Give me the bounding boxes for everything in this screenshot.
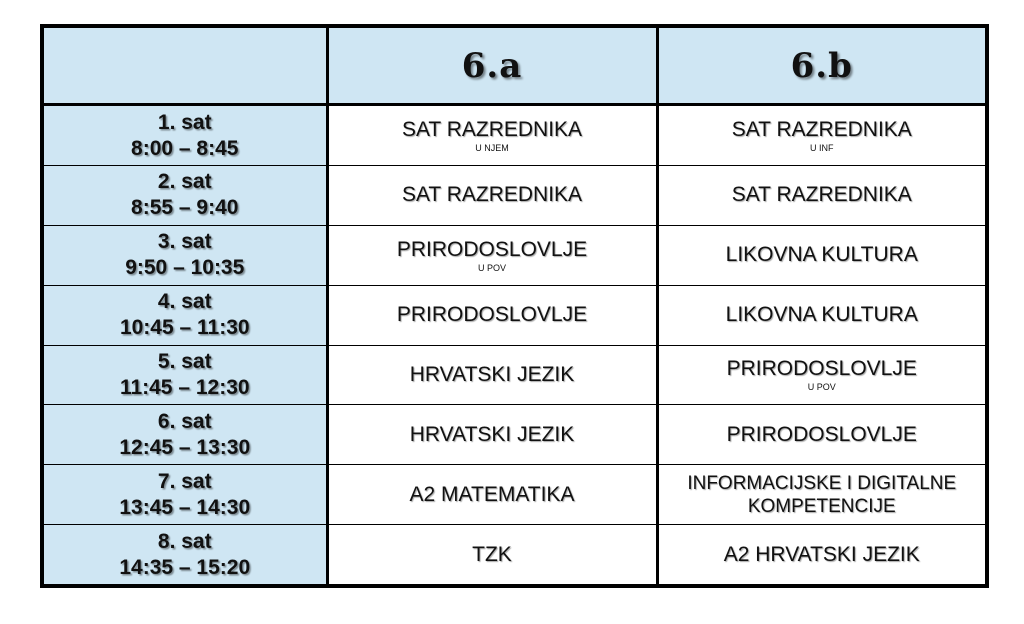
- period-time: 9:50 – 10:35: [125, 256, 245, 280]
- header-row: [42, 26, 987, 105]
- room-note: U NJEM: [475, 143, 509, 154]
- subject-name: A2 HRVATSKI JEZIK: [723, 542, 920, 566]
- period-time: 12:45 – 13:30: [119, 435, 251, 459]
- table-row: [42, 225, 987, 285]
- subject-cell-6b: [657, 405, 987, 465]
- class-header-6a: [327, 26, 657, 105]
- table-row: [42, 405, 987, 465]
- period-time: 10:45 – 11:30: [119, 316, 250, 340]
- subject-cell-6a: [327, 105, 657, 166]
- subject-cell-6a: [327, 345, 657, 405]
- subject-cell-6a: [327, 285, 657, 345]
- table-row: [42, 525, 987, 586]
- subject-cell-6a: [327, 465, 657, 525]
- period-cell: [42, 225, 327, 285]
- subject-name: SAT RAZREDNIKA: [401, 118, 583, 142]
- subject-cell-6a: [327, 165, 657, 225]
- subject-name: A2 MATEMATIKA: [409, 482, 575, 506]
- period-time: 14:35 – 15:20: [119, 555, 251, 579]
- table-row: [42, 105, 987, 166]
- subject-name: PRIRODOSLOVLJE: [396, 303, 588, 327]
- period-cell: [42, 525, 327, 586]
- period-name: 5. sat: [157, 349, 212, 373]
- subject-name: HRVATSKI JEZIK: [409, 422, 575, 446]
- subject-name: SAT RAZREDNIKA: [731, 183, 912, 207]
- period-cell: [42, 165, 327, 225]
- subject-name: PRIRODOSLOVLJE: [396, 237, 588, 261]
- period-name: 3. sat: [157, 230, 212, 254]
- subject-name-line-1: INFORMACIJSKE I DIGITALNE: [687, 472, 957, 494]
- subject-cell-6b: [657, 345, 987, 405]
- subject-cell-6a: [327, 225, 657, 285]
- subject-cell-6b: [657, 225, 987, 285]
- period-time: 8:00 – 8:45: [131, 136, 239, 160]
- subject-cell-6b: [657, 525, 987, 586]
- subject-name: TZK: [472, 542, 512, 566]
- class-label: 6.a: [461, 45, 523, 86]
- subject-cell-6a: [327, 405, 657, 465]
- class-label: 6.b: [790, 45, 853, 86]
- table-row: [42, 285, 987, 345]
- period-time: 13:45 – 14:30: [119, 495, 251, 519]
- subject-name: LIKOVNA KULTURA: [725, 243, 918, 267]
- period-cell: [42, 465, 327, 525]
- table-row: [42, 165, 987, 225]
- period-cell: [42, 285, 327, 345]
- period-name: 1. sat: [157, 110, 212, 134]
- subject-cell-6a: [327, 525, 657, 586]
- period-time: 11:45 – 12:30: [119, 375, 250, 399]
- class-header-6b: [657, 26, 987, 105]
- corner-cell: [42, 26, 327, 105]
- period-cell: [42, 345, 327, 405]
- period-cell: [42, 405, 327, 465]
- subject-name: PRIRODOSLOVLJE: [726, 422, 917, 446]
- period-cell: [42, 105, 327, 166]
- subject-name-line-2: KOMPETENCIJE: [747, 495, 896, 517]
- subject-name: SAT RAZREDNIKA: [401, 183, 583, 207]
- subject-cell-6b: [657, 165, 987, 225]
- period-name: 8. sat: [157, 529, 212, 553]
- table-row: [42, 345, 987, 405]
- period-name: 6. sat: [157, 409, 212, 433]
- subject-name: SAT RAZREDNIKA: [731, 118, 912, 142]
- period-name: 4. sat: [157, 290, 212, 314]
- period-time: 8:55 – 9:40: [131, 196, 239, 220]
- subject-name: LIKOVNA KULTURA: [725, 303, 918, 327]
- subject-cell-6b: [657, 105, 987, 166]
- subject-cell-6b: [657, 465, 987, 525]
- subject-name: HRVATSKI JEZIK: [409, 362, 575, 386]
- room-note: U POV: [807, 382, 836, 393]
- room-note: U POV: [477, 262, 506, 273]
- timetable: [40, 24, 989, 588]
- subject-name: PRIRODOSLOVLJE: [726, 357, 917, 381]
- subject-cell-6b: [657, 285, 987, 345]
- period-name: 2. sat: [157, 170, 212, 194]
- room-note: U INF: [810, 143, 834, 154]
- period-name: 7. sat: [157, 469, 212, 493]
- table-row: [42, 465, 987, 525]
